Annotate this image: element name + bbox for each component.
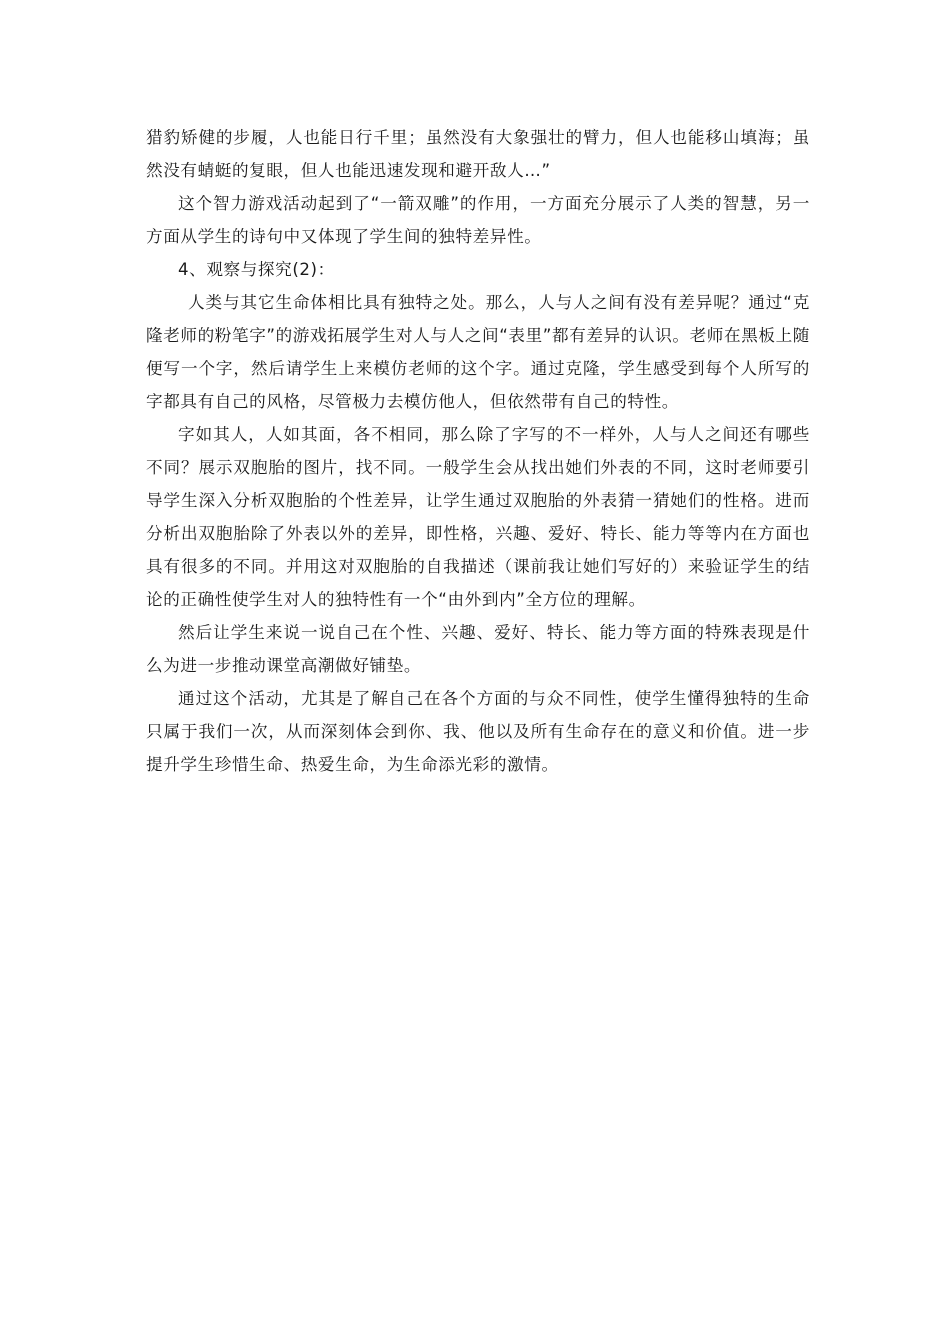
paragraph-twins: 字如其人，人如其面，各不相同，那么除了字写的不一样外，人与人之间还有哪些不同？展示双胞胎的图片，找不同。一般学生会从找出她们外表的不同，这时老师要引导学生深入分析双胞胎的个性差异，让学生通过双胞胎的外表猜一猜她们的性格。进而分析出双胞胎除了外表以外的差异，即性格，兴趣、爱好、特长、能力等等内在方面也具有很多的不同。并用这对双胞胎的自我描述（课前我让她们写好的）来验证学生的结论的正确性使学生对人的独特性有一个“由外到内”全方位的理解。 [146, 425, 810, 609]
paragraph-continuation: 猎豹矫健的步履，人也能日行千里；虽然没有大象强壮的臂力，但人也能移山填海；虽然没有蜻蜓的复眼，但人也能迅速发现和避开敌人…” [146, 128, 810, 180]
paragraph-clone-chalk: 人类与其它生命体相比具有独特之处。那么，人与人之间有没有差异呢？通过“克隆老师的粉笔字”的游戏拓展学生对人与人之间“表里”都有差异的认识。老师在黑板上随便写一个字，然后请学生上来模仿老师的这个字。通过克隆，学生感受到每个人所写的字都具有自己的风格，尽管极力去模仿他人，但依然带有自己的特性。 [146, 293, 810, 411]
section-heading: 4、观察与探究(2)： [178, 260, 335, 279]
document-body [146, 121, 810, 781]
paragraph-conclusion: 通过这个活动，尤其是了解自己在各个方面的与众不同性，使学生懂得独特的生命只属于我们一次，从而深刻体会到你、我、他以及所有生命存在的意义和价值。进一步提升学生珍惜生命、热爱生命，为生命添光彩的激情。 [146, 689, 810, 774]
paragraph-self-expression: 然后让学生来说一说自己在个性、兴趣、爱好、特长、能力等方面的特殊表现是什么为进一步推动课堂高潮做好铺垫。 [146, 623, 810, 675]
paragraph-game-summary: 这个智力游戏活动起到了“一箭双雕”的作用，一方面充分展示了人类的智慧，另一方面从学生的诗句中又体现了学生间的独特差异性。 [146, 194, 810, 246]
